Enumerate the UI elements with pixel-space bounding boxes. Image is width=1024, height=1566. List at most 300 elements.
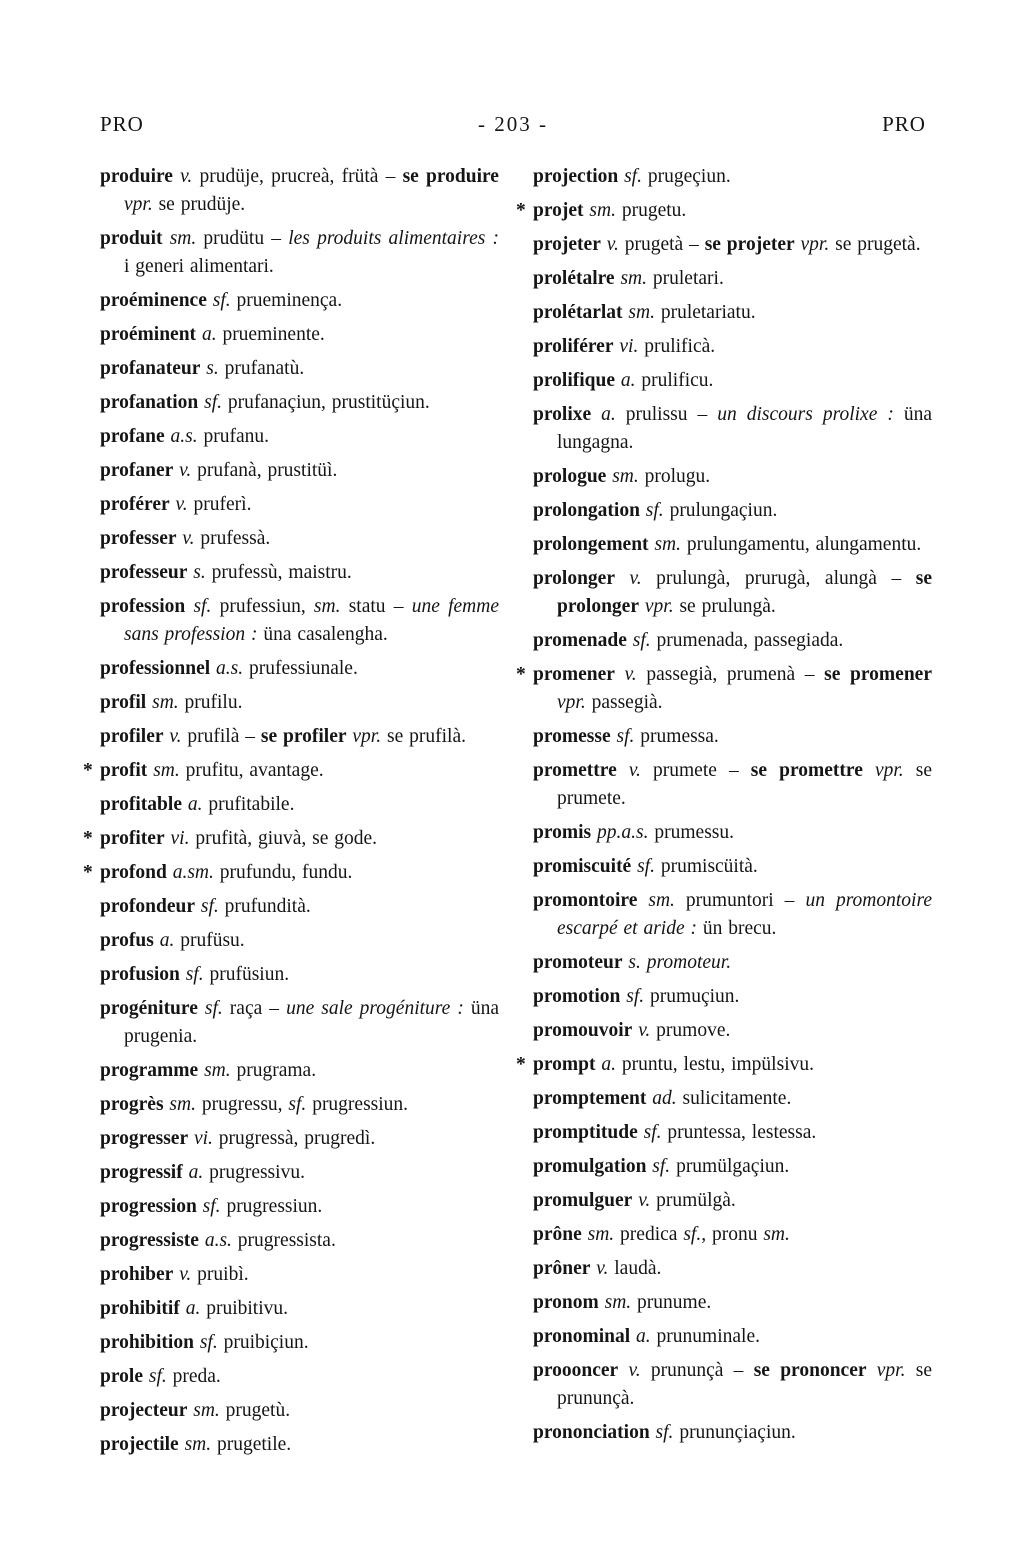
entry-text: sm. — [763, 1224, 790, 1245]
headword: prolongation — [533, 500, 640, 521]
entry-text: predica — [614, 1224, 684, 1245]
headword: prompt — [533, 1054, 596, 1075]
dictionary-entry — [100, 961, 499, 989]
entry-text: pronu — [706, 1224, 764, 1245]
entry-text: les produits alimentaires : — [288, 228, 499, 249]
entry-text: sf. — [646, 1156, 671, 1177]
headword: profond — [100, 862, 167, 883]
entry-text: prulungamentu, alungamentu. — [680, 534, 922, 555]
headword: produire — [100, 166, 173, 187]
headword: prolonger — [533, 568, 615, 589]
dictionary-entry — [516, 197, 932, 225]
dictionary-entry — [100, 1431, 499, 1459]
entry-text: prugetile. — [211, 1434, 292, 1455]
headword: progrès — [100, 1094, 164, 1115]
entry-text: v. — [176, 528, 195, 549]
dictionary-entry — [100, 457, 499, 485]
headword: prohibition — [100, 1332, 194, 1353]
entry-text: pruletari. — [647, 268, 724, 289]
headword: programme — [100, 1060, 199, 1081]
entry-text: sf. — [610, 726, 635, 747]
entry-text: sm. — [313, 596, 341, 617]
entry-text: sm. — [583, 200, 616, 221]
entry-text: ad. — [646, 1088, 677, 1109]
entry-text: prumove. — [650, 1020, 731, 1041]
dictionary-entry — [100, 1193, 499, 1221]
headword: projection — [533, 166, 619, 187]
entry-text: prufilu. — [178, 692, 243, 713]
asterisk-marker: * — [83, 760, 93, 781]
entry-text: raça – — [222, 998, 287, 1019]
entry-text: sm. — [162, 228, 197, 249]
entry-text: statu – — [340, 596, 412, 617]
entry-text: vpr. — [862, 760, 904, 781]
headword: profiler — [100, 726, 164, 747]
entry-text: sf. — [198, 392, 223, 413]
dictionary-entry — [100, 689, 499, 717]
headword: proéminent — [100, 324, 197, 345]
dictionary-entry — [100, 1363, 499, 1391]
entry-text: sf. — [142, 1366, 167, 1387]
dictionary-entry — [100, 723, 499, 751]
entry-text: prudüje, prucreà, frütà – — [192, 166, 403, 187]
entry-text: v. — [173, 1264, 192, 1285]
headword: prolixe — [533, 404, 592, 425]
entry-text: pruibitivu. — [200, 1298, 288, 1319]
entry-text: vpr. — [638, 596, 674, 617]
entry-text: vpr. — [557, 692, 586, 713]
dictionary-entry — [83, 825, 499, 853]
dictionary-entry — [533, 531, 932, 559]
headword: promouvoir — [533, 1020, 633, 1041]
dictionary-entry — [100, 1227, 499, 1255]
headword: professer — [100, 528, 177, 549]
dictionary-entry — [533, 401, 932, 457]
dictionary-entry — [100, 927, 499, 955]
entry-text: üna casalengha. — [257, 624, 388, 645]
headword: promener — [533, 664, 615, 685]
entry-text: v. — [632, 1190, 651, 1211]
entry-text: prufitabile. — [202, 794, 295, 815]
entry-text: laudà. — [608, 1258, 662, 1279]
dictionary-entry — [100, 593, 499, 649]
entry-text: prufitu, avantage. — [179, 760, 324, 781]
header-catchword-left: PRO — [100, 112, 144, 136]
entry-text: pruibiçiun. — [217, 1332, 309, 1353]
dictionary-entry — [533, 299, 932, 327]
entry-text: prulificà. — [638, 336, 716, 357]
dictionary-entry — [100, 355, 499, 383]
headword: projet — [533, 200, 584, 221]
headword: promontoire — [533, 890, 638, 911]
entry-text: a. — [182, 1162, 204, 1183]
headword: promiscuité — [533, 856, 632, 877]
entry-text: sm. — [198, 1060, 231, 1081]
dictionary-entry — [100, 491, 499, 519]
entry-text: se profiler — [260, 726, 347, 747]
entry-text: sf. — [193, 1332, 218, 1353]
entry-text: sf., — [683, 1224, 707, 1245]
entry-text: ün brecu. — [697, 918, 777, 939]
headword: proéminence — [100, 290, 207, 311]
entry-text: prueminente. — [216, 324, 325, 345]
headword: prohibitif — [100, 1298, 180, 1319]
dictionary-entry — [533, 1017, 932, 1045]
headword: profitable — [100, 794, 182, 815]
asterisk-marker: * — [516, 200, 526, 221]
entry-text: prugetà – — [618, 234, 705, 255]
dictionary-entry — [83, 757, 499, 785]
entry-text: prufessiun, — [211, 596, 314, 617]
entry-text: une femme sans profession : — [124, 596, 499, 645]
entry-text: sf. — [179, 964, 204, 985]
entry-text: v. — [600, 234, 619, 255]
headword: profaner — [100, 460, 174, 481]
dictionary-entry — [533, 1357, 932, 1413]
headword: professionnel — [100, 658, 211, 679]
headword: progéniture — [100, 998, 198, 1019]
entry-text: prumenada, passegiada. — [650, 630, 844, 651]
headword: prône — [533, 1224, 582, 1245]
entry-text: prumete – — [640, 760, 751, 781]
entry-text: sf. — [618, 166, 642, 187]
entry-text: sm. — [606, 466, 639, 487]
entry-text: prugressà, prugredì. — [212, 1128, 376, 1149]
entry-text: sm. — [178, 1434, 212, 1455]
entry-text: prudütu – — [196, 228, 289, 249]
entry-text: prufüsiun. — [203, 964, 290, 985]
page-number: - 203 - — [477, 112, 548, 136]
entry-text: prumiscüità. — [654, 856, 758, 877]
entry-text: se prununçà. — [557, 1360, 932, 1409]
headword: promesse — [533, 726, 611, 747]
entry-text: un promontoire escarpé et aride : — [557, 890, 932, 939]
entry-text: prumülgà. — [650, 1190, 736, 1211]
entry-text: a. — [181, 794, 203, 815]
headword: profiter — [100, 828, 165, 849]
dictionary-entry — [100, 655, 499, 683]
dictionary-entry — [533, 367, 932, 395]
header-catchword-right: PRO — [882, 112, 926, 136]
entry-text: v. — [172, 166, 193, 187]
entry-text: vpr. — [794, 234, 830, 255]
entry-text: pruntu, lestu, impülsivu. — [615, 1054, 814, 1075]
entry-text: pruibì. — [191, 1264, 249, 1285]
headword: profanation — [100, 392, 199, 413]
headword: progression — [100, 1196, 197, 1217]
entry-text: vpr. — [124, 194, 153, 215]
entry-text: prugeçiun. — [641, 166, 731, 187]
headword: profus — [100, 930, 154, 951]
entry-text: a.sm. — [166, 862, 214, 883]
entry-text: a. — [179, 1298, 201, 1319]
dictionary-entry — [100, 559, 499, 587]
entry-text: prufanà, prustitüì. — [191, 460, 338, 481]
entry-text: passegià, prumenà – — [636, 664, 825, 685]
headword: proooncer — [533, 1360, 619, 1381]
entry-text: preda. — [166, 1366, 221, 1387]
headword: prolifique — [533, 370, 615, 391]
entry-text: a.s. — [210, 658, 244, 679]
dictionary-entry — [533, 497, 932, 525]
entry-text: sm. — [614, 268, 648, 289]
entry-text: se prumete. — [557, 760, 932, 809]
headword: promulgation — [533, 1156, 647, 1177]
dictionary-entry — [533, 1085, 932, 1113]
entry-text: prumülgaçiun. — [670, 1156, 790, 1177]
entry-text: üna lungagna. — [557, 404, 933, 453]
entry-text: v. — [616, 760, 641, 781]
entry-text: sf. — [631, 856, 655, 877]
dictionary-entry — [533, 231, 932, 259]
dictionary-entry — [83, 859, 499, 887]
dictionary-entry — [533, 463, 932, 491]
headword: produit — [100, 228, 163, 249]
left-column — [83, 163, 499, 1465]
entry-text: pp.a.s. — [591, 822, 649, 843]
right-column — [516, 163, 933, 1465]
entry-text: v. — [618, 1360, 641, 1381]
entry-text: prolugu. — [638, 466, 711, 487]
headword: profession — [100, 596, 186, 617]
headword: prole — [100, 1366, 143, 1387]
entry-text: promoteur. — [646, 952, 732, 973]
entry-text: prufanu. — [197, 426, 270, 447]
entry-text: pruntessa, lestessa. — [661, 1122, 817, 1143]
headword: professeur — [100, 562, 188, 583]
entry-text: prugressista. — [231, 1230, 336, 1251]
headword: prologue — [533, 466, 607, 487]
headword: profil — [100, 692, 147, 713]
entry-text: un discours prolixe : — [717, 404, 894, 425]
dictionary-entry — [100, 389, 499, 417]
entry-text: sm. — [648, 534, 681, 555]
headword: progressiste — [100, 1230, 199, 1251]
entry-text: prufità, giuvà, se gode. — [189, 828, 378, 849]
dictionary-entry — [533, 1289, 932, 1317]
entry-text: a.s. — [164, 426, 198, 447]
dictionary-entry — [533, 1221, 932, 1249]
entry-text: sulicitamente. — [676, 1088, 792, 1109]
entry-text: a. — [153, 930, 175, 951]
entry-text: sm. — [187, 1400, 220, 1421]
entry-text: prunuminale. — [650, 1326, 760, 1347]
entry-text: sf. — [185, 596, 212, 617]
entry-text: v. — [614, 664, 637, 685]
entry-text: v. — [169, 494, 188, 515]
entry-text: vpr. — [346, 726, 382, 747]
entry-text: sf. — [196, 1196, 221, 1217]
entry-text: prulissu – — [615, 404, 718, 425]
dictionary-entry — [100, 1295, 499, 1323]
headword: projectile — [100, 1434, 179, 1455]
entry-text: prueminença. — [230, 290, 343, 311]
dictionary-entry — [100, 321, 499, 349]
headword: profusion — [100, 964, 180, 985]
headword: prôner — [533, 1258, 591, 1279]
entry-text: se prufilà. — [381, 726, 466, 747]
dictionary-entry — [100, 1057, 499, 1085]
entry-text: prunume. — [631, 1292, 712, 1313]
entry-text: se prudüje. — [152, 194, 246, 215]
text-columns — [0, 137, 1024, 1465]
entry-text: prufanaçiun, prustitüçiun. — [222, 392, 430, 413]
headword: pronom — [533, 1292, 599, 1313]
entry-text: a. — [595, 1054, 616, 1075]
dictionary-entry — [533, 1187, 932, 1215]
dictionary-entry — [100, 791, 499, 819]
dictionary-entry — [100, 1329, 499, 1357]
asterisk-marker: * — [516, 664, 526, 685]
entry-text: prugrama. — [230, 1060, 317, 1081]
dictionary-entry — [533, 163, 932, 191]
entry-text: sm. — [163, 1094, 196, 1115]
headword: promoteur — [533, 952, 623, 973]
dictionary-entry — [533, 819, 932, 847]
headword: promotion — [533, 986, 621, 1007]
entry-text: prufundità. — [218, 896, 311, 917]
dictionary-entry — [533, 887, 932, 943]
headword: prolongement — [533, 534, 649, 555]
entry-text: prugetù. — [219, 1400, 291, 1421]
headword: promulguer — [533, 1190, 633, 1211]
entry-text: sm. — [622, 302, 655, 323]
entry-text: pruletariatu. — [654, 302, 756, 323]
dictionary-entry — [100, 893, 499, 921]
entry-text: a. — [196, 324, 217, 345]
headword: profit — [100, 760, 148, 781]
headword: promptitude — [533, 1122, 638, 1143]
dictionary-entry — [516, 661, 932, 717]
entry-text: prugressiun. — [306, 1094, 409, 1115]
headword: promettre — [533, 760, 617, 781]
entry-text: sf. — [197, 998, 223, 1019]
entry-text: prumuntori – — [674, 890, 806, 911]
entry-text: prumessu. — [648, 822, 734, 843]
entry-text: sf. — [649, 1422, 674, 1443]
dictionary-entry — [533, 627, 932, 655]
entry-text: v. — [590, 1258, 609, 1279]
dictionary-entry — [533, 949, 932, 977]
entry-text: pruferì. — [187, 494, 252, 515]
entry-text: vi. — [188, 1128, 213, 1149]
dictionary-entry — [100, 995, 499, 1051]
entry-text: prumuçiun. — [644, 986, 740, 1007]
entry-text: a. — [615, 370, 636, 391]
entry-text: se prolonger — [557, 568, 932, 617]
entry-text: sm. — [146, 692, 179, 713]
entry-text: vpr. — [866, 1360, 906, 1381]
entry-text: sf. — [639, 500, 664, 521]
entry-text: a.s. — [198, 1230, 232, 1251]
entry-text: sf. — [620, 986, 645, 1007]
headword: prolétalre — [533, 268, 615, 289]
headword: promis — [533, 822, 592, 843]
entry-text: prununçà – — [640, 1360, 754, 1381]
entry-text: sf. — [288, 1094, 307, 1115]
entry-text: se prononcer — [753, 1360, 867, 1381]
entry-text: prufanatù. — [218, 358, 305, 379]
entry-text: prufundu, fundu. — [213, 862, 353, 883]
asterisk-marker: * — [83, 828, 93, 849]
entry-text: prugressiun. — [220, 1196, 323, 1217]
entry-text: sf. — [626, 630, 651, 651]
headword: profanateur — [100, 358, 201, 379]
headword: prohiber — [100, 1264, 174, 1285]
headword: proférer — [100, 494, 170, 515]
dictionary-entry — [533, 333, 932, 361]
entry-text: vi. — [164, 828, 190, 849]
dictionary-entry — [533, 265, 932, 293]
entry-text: se prugetà. — [829, 234, 921, 255]
dictionary-entry — [100, 1397, 499, 1425]
entry-text: se prulungà. — [673, 596, 776, 617]
dictionary-entry — [100, 525, 499, 553]
dictionary-entry — [533, 1419, 932, 1447]
entry-text: i generi alimentari. — [124, 256, 274, 277]
headword: progresser — [100, 1128, 189, 1149]
entry-text: sm. — [637, 890, 675, 911]
headword: promenade — [533, 630, 627, 651]
entry-text: s. — [187, 562, 206, 583]
entry-text: prulungà, prurugà, alungà – — [641, 568, 916, 589]
dictionary-entry — [100, 287, 499, 315]
dictionary-entry — [533, 1119, 932, 1147]
entry-text: prugressu, — [195, 1094, 289, 1115]
entry-text: se promettre — [750, 760, 863, 781]
headword: pronominal — [533, 1326, 631, 1347]
dictionary-entry — [100, 1091, 499, 1119]
entry-text: se projeter — [704, 234, 795, 255]
entry-text: une sale progéniture : — [286, 998, 464, 1019]
entry-text: prulificu. — [635, 370, 714, 391]
entry-text: a. — [591, 404, 616, 425]
entry-text: prugetu. — [615, 200, 687, 221]
headword: projeter — [533, 234, 601, 255]
dictionary-entry — [100, 423, 499, 451]
dictionary-entry — [533, 983, 932, 1011]
dictionary-entry — [533, 565, 932, 621]
entry-text: prufilà – — [181, 726, 261, 747]
dictionary-entry — [100, 1159, 499, 1187]
entry-text: v. — [614, 568, 642, 589]
headword: profane — [100, 426, 165, 447]
entry-text: prununçiaçiun. — [673, 1422, 796, 1443]
dictionary-entry — [100, 1125, 499, 1153]
entry-text: prufüsu. — [174, 930, 245, 951]
entry-text: v. — [163, 726, 182, 747]
entry-text: sm. — [147, 760, 180, 781]
asterisk-marker: * — [83, 862, 93, 883]
dictionary-entry — [533, 1323, 932, 1351]
entry-text: se produire — [402, 166, 499, 187]
entry-text: sf. — [195, 896, 219, 917]
entry-text: s. — [622, 952, 641, 973]
entry-text: sf. — [637, 1122, 662, 1143]
dictionary-entry — [533, 1255, 932, 1283]
entry-text: prufessiunale. — [243, 658, 358, 679]
entry-text: se promener — [824, 664, 932, 685]
dictionary-entry — [533, 1153, 932, 1181]
dictionary-entry — [516, 1051, 932, 1079]
headword: proliférer — [533, 336, 614, 357]
asterisk-marker: * — [516, 1054, 526, 1075]
dictionary-entry — [533, 853, 932, 881]
entry-text: v. — [632, 1020, 651, 1041]
entry-text: üna prugenia. — [124, 998, 499, 1047]
headword: promptement — [533, 1088, 647, 1109]
entry-text: sf. — [206, 290, 231, 311]
